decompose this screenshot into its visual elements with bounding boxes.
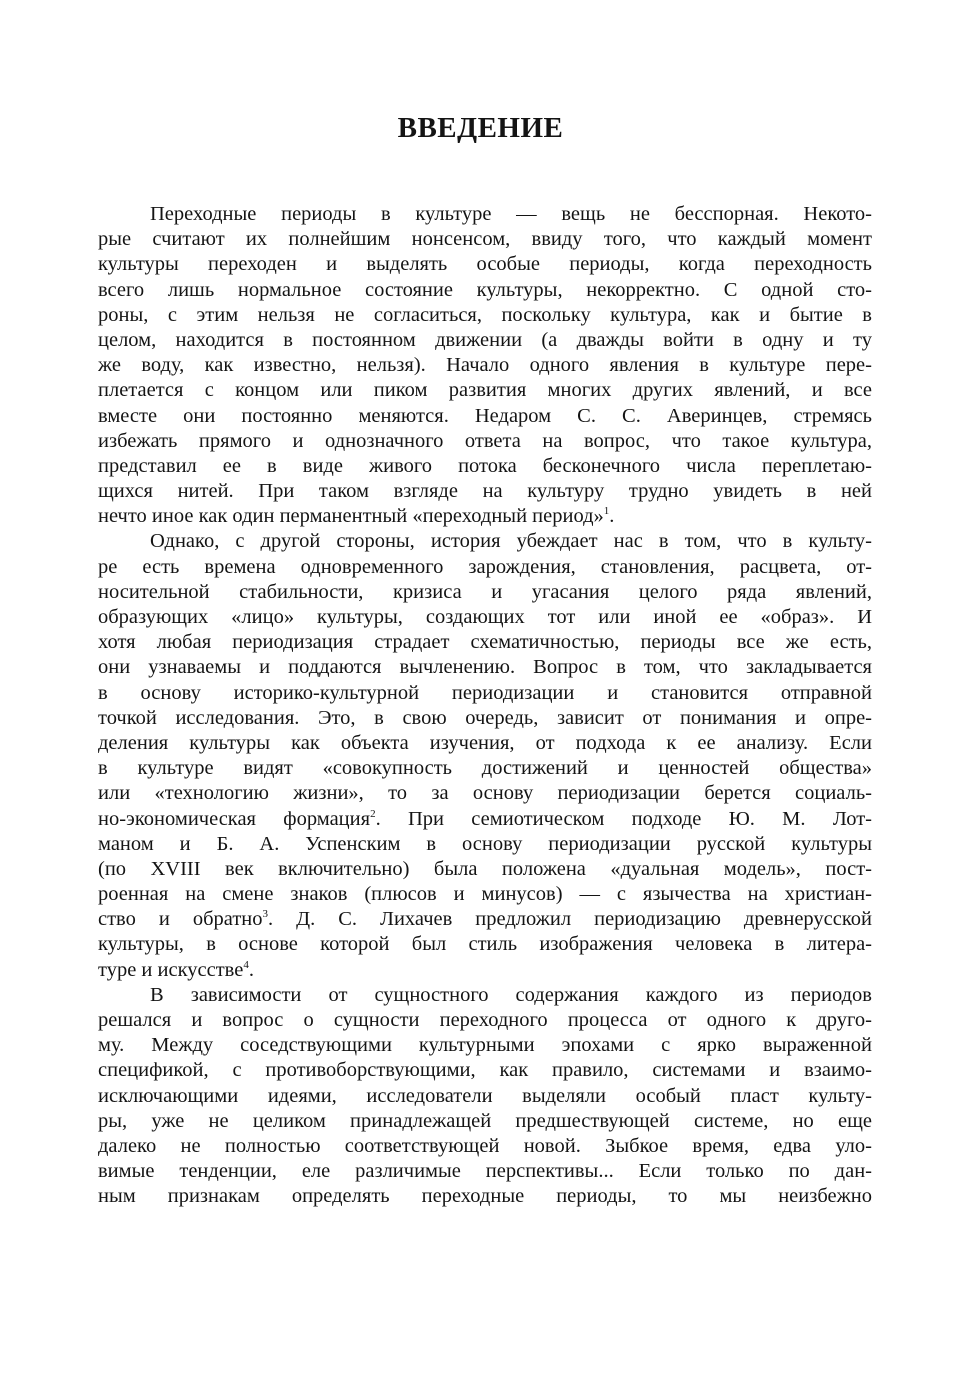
- text-line: ре есть времена одновременного зарождения, становления, расцвета, от-: [98, 555, 872, 578]
- text-line: деления культуры как объекта изучения, от подхода к ее анализу. Если: [98, 731, 872, 754]
- text-fragment: .: [248, 958, 254, 981]
- text-fragment: ство и обратно: [98, 908, 263, 931]
- text-line: роны, с этим нельзя не согласиться, поскольку культура, как и бытие в: [98, 303, 872, 326]
- text-line: избежать прямого и однозначного ответа на вопрос, что такое культура,: [98, 429, 872, 452]
- text-line: вместе они постоянно меняются. Недаром С. С. Аверинцев, стремясь: [98, 404, 872, 427]
- text-line: ным признакам определять переходные периоды, то мы неизбежно: [98, 1185, 872, 1208]
- text-fragment: но-экономическая формация: [98, 807, 371, 830]
- page-title: ВВЕДЕНИЕ: [397, 112, 564, 144]
- text-line: решался и вопрос о сущности переходного процесса от одного к друго-: [98, 1009, 872, 1031]
- text-line: в культуре видят «совокупность достижений и ценностей общества»: [98, 757, 872, 780]
- text-line: образующих «лицо» культуры, создающих тот или иной ее «образ». И: [98, 606, 872, 628]
- text-line: В зависимости от сущностного содержания каждого из периодов: [150, 983, 872, 1006]
- footnote-marker-1: 1: [603, 505, 610, 518]
- text-line: в основу историко-культурной периодизации и становится отправной: [98, 681, 872, 704]
- text-line: [98, 907, 872, 932]
- text-line: или «технологию жизни», то за основу периодизации берется социаль-: [98, 782, 872, 805]
- text-line: рые считают их полнейшим нонсенсом, ввиду того, что каждый момент: [98, 228, 872, 251]
- text-line: далеко не полностью соответствующей новой. Зыбкое время, едва уло-: [98, 1134, 872, 1157]
- text-line: маном и Б. А. Успенским в основу периодизации русской культуры: [98, 832, 872, 855]
- text-line: культуры, в основе которой был стиль изображения человека в литера-: [98, 933, 872, 956]
- text-line: носительной стабильности, кризиса и угасания целого ряда явлений,: [98, 580, 872, 603]
- text-fragment: нечто иное как один перманентный «переходный период»: [98, 505, 604, 528]
- text-line: всего лишь нормальное состояние культуры, некорректно. С одной сто-: [98, 278, 872, 301]
- text-line: они узнаваемы и поддаются вычленению. Вопрос в том, что закладывается: [98, 656, 872, 679]
- text-line: [98, 807, 872, 832]
- text-line: [98, 504, 872, 529]
- text-line: целом, находится в постоянном движении (а дважды войти в одну и ту: [98, 328, 872, 351]
- text-line: му. Между соседствующими культурными эпохами с ярко выраженной: [98, 1034, 872, 1057]
- footnote-marker-4: 4: [243, 958, 249, 971]
- text-line: ры, уже не целиком принадлежащей предшествующей системе, но еще: [98, 1109, 872, 1132]
- paragraph-2: [98, 529, 872, 982]
- text-line: роенная на смене знаков (плюсов и минусов) — с язычества на христиан-: [98, 883, 872, 906]
- text-line: хотя любая периодизация страдает схематичностью, периоды все же есть,: [98, 631, 872, 654]
- text-fragment: туре и искусстве: [98, 958, 244, 981]
- text-line: же воду, как известно, нельзя). Начало одного явления в культуре пере-: [98, 354, 872, 377]
- text-line: вимые тенденции, еле различимые перспективы... Если только по дан-: [98, 1160, 872, 1183]
- body-text: [98, 202, 872, 1210]
- text-line: (по XVIII век включительно) была положена «дуальная модель», пост-: [98, 857, 872, 880]
- text-line: спецификой, с противоборствующими, как правило, системами и взаимо-: [98, 1059, 872, 1082]
- footnote-marker-3: 3: [262, 908, 269, 921]
- footnote-marker-2: 2: [370, 807, 376, 820]
- text-fragment: . Д. С. Лихачев предложил периодизацию древнерусской: [268, 908, 872, 931]
- text-fragment: .: [609, 505, 615, 528]
- text-line: точкой исследования. Это, в свою очередь, зависит от понимания и опре-: [98, 706, 872, 729]
- text-line: щихся нитей. При таком взгляде на культуру трудно увидеть в ней: [98, 480, 872, 503]
- text-line: плетается с концом или пиком развития многих других явлений, и все: [98, 379, 872, 402]
- text-line: исключающими идеями, исследователи выделяли особый пласт культу-: [98, 1084, 872, 1107]
- text-line: Переходные периоды в культуре — вещь не бесспорная. Некото-: [150, 203, 872, 225]
- text-line: [98, 958, 872, 983]
- paragraph-3: [98, 983, 872, 1210]
- paragraph-1: [98, 202, 872, 529]
- text-line: представил ее в виде живого потока бесконечного числа переплетаю-: [98, 454, 872, 477]
- text-line: Однако, с другой стороны, история убеждает нас в том, что в культу-: [150, 530, 872, 553]
- text-line: культуры переходен и выделять особые периоды, когда переходность: [98, 253, 872, 276]
- text-fragment: . При семиотическом подходе Ю. М. Лот-: [375, 807, 872, 830]
